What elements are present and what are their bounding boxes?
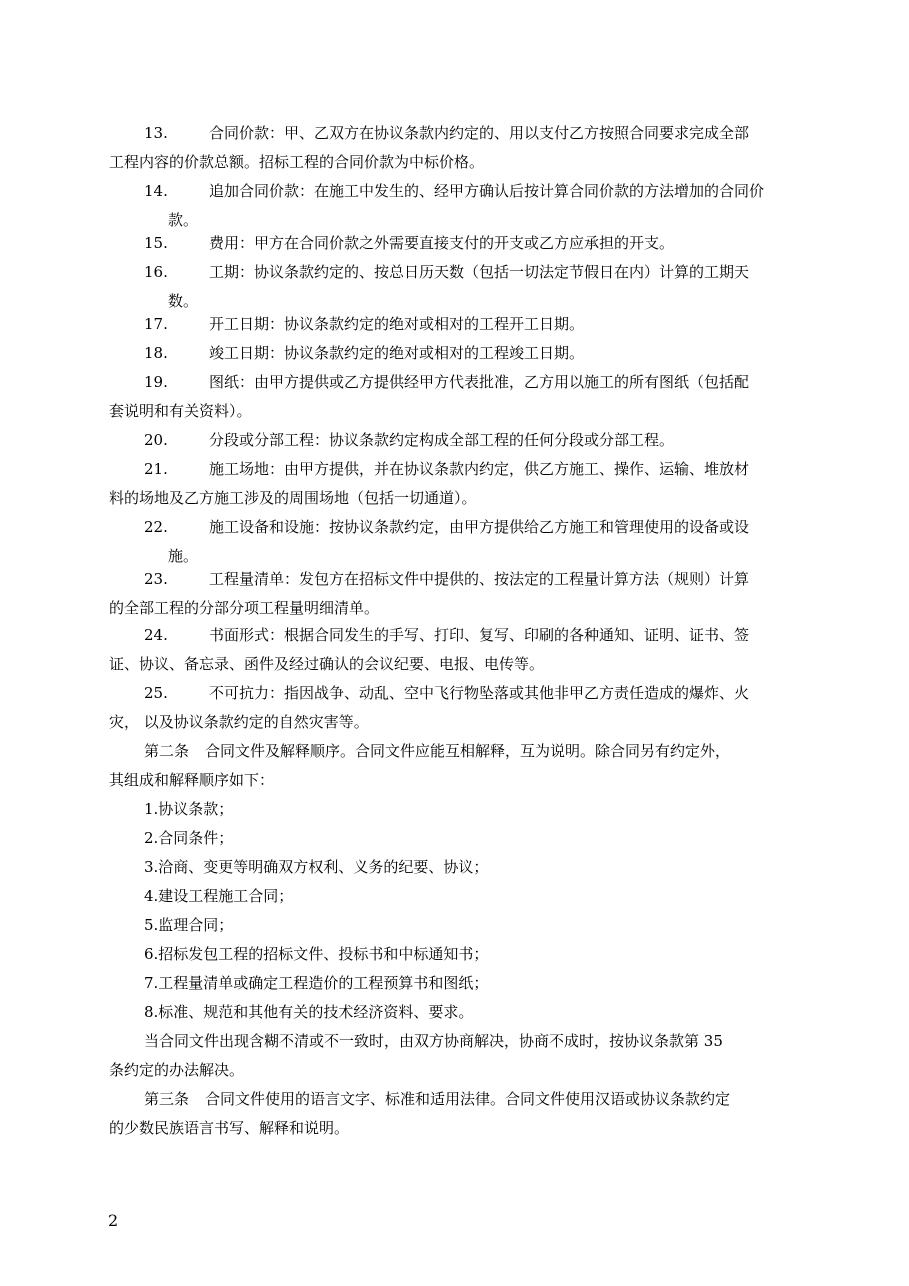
article3-line2: 的少数民族语言书写、解释和说明。 [109, 1119, 350, 1137]
definition-text: 施工场地：由甲方提供，并在协议条款内约定，供乙方施工、操作、运输、堆放材 [209, 460, 750, 478]
definition-continuation: 灾， 以及协议条款约定的自然灾害等。 [109, 713, 369, 731]
definition-text: 合同价款：甲、乙双方在协议条款内约定的、用以支付乙方按照合同要求完成全部 [209, 124, 750, 142]
definition-number: 21. [144, 460, 168, 478]
list-item: 3.洽商、变更等明确双方权利、义务的纪要、协议； [144, 858, 489, 876]
definition-continuation: 证、协议、备忘录、函件及经过确认的会议纪要、电报、电传等。 [109, 655, 545, 673]
definition-number: 20. [144, 431, 168, 449]
definition-text: 书面形式：根据合同发生的手写、打印、复写、印刷的各种通知、证明、证书、签 [209, 626, 750, 644]
definition-number: 15. [144, 234, 168, 252]
definition-text: 不可抗力：指因战争、动乱、空中飞行物坠落或其他非甲乙方责任造成的爆炸、火 [209, 684, 750, 702]
definition-text: 工期：协议条款约定的、按总日历天数（包括一切法定节假日在内）计算的工期天 [209, 263, 750, 281]
article3-text: 合同文件使用的语言文字、标准和适用法律。合同文件使用汉语或协议条款约定 [205, 1090, 731, 1108]
list-item: 5.监理合同； [144, 916, 234, 934]
list-item: 8.标准、规范和其他有关的技术经济资料、要求。 [144, 1003, 474, 1021]
definition-continuation: 数。 [168, 292, 199, 310]
definition-continuation: 工程内容的价款总额。招标工程的合同价款为中标价格。 [109, 153, 485, 171]
definition-number: 14. [144, 182, 168, 200]
article2-label: 第二条 [144, 742, 190, 760]
definition-text: 追加合同价款：在施工中发生的、经甲方确认后按计算合同价款的方法增加的合同价 [209, 182, 765, 200]
list-item: 1.协议条款； [144, 800, 234, 818]
article2-note-line2: 条约定的办法解决。 [109, 1061, 245, 1079]
definition-text: 竣工日期：协议条款约定的绝对或相对的工程竣工日期。 [209, 344, 585, 362]
article3-heading-line [144, 1085, 844, 1114]
definition-continuation: 的全部工程的分部分项工程量明细清单。 [109, 599, 380, 617]
definition-continuation: 套说明和有关资料）。 [109, 402, 252, 420]
definition-number: 13. [144, 124, 168, 142]
list-item: 6.招标发包工程的招标文件、投标书和中标通知书； [144, 945, 489, 963]
article2-note-line1: 当合同文件出现含糊不清或不一致时，由双方协商解决，协商不成时，按协议条款第 35 [144, 1032, 723, 1050]
definition-continuation: 施。 [168, 547, 199, 565]
article2-text: 合同文件及解释顺序。合同文件应能互相解释，互为说明。除合同另有约定外， [205, 742, 731, 760]
article2-heading-line [144, 737, 844, 766]
definition-number: 17. [144, 315, 168, 333]
definition-text: 图纸：由甲方提供或乙方提供经甲方代表批准，乙方用以施工的所有图纸（包括配 [209, 373, 750, 391]
definition-number: 16. [144, 263, 168, 281]
definition-number: 22. [144, 518, 168, 536]
definition-text: 费用：甲方在合同价款之外需要直接支付的开支或乙方应承担的开支。 [209, 234, 675, 252]
definition-text: 开工日期：协议条款约定的绝对或相对的工程开工日期。 [209, 315, 585, 333]
list-item: 4.建设工程施工合同； [144, 887, 294, 905]
article2-line2: 其组成和解释顺序如下： [109, 771, 275, 789]
definition-continuation: 款。 [168, 211, 199, 229]
list-item: 7.工程量清单或确定工程造价的工程预算书和图纸； [144, 974, 489, 992]
definition-continuation: 料的场地及乙方施工涉及的周围场地（包括一切通道）。 [109, 489, 477, 507]
definition-number: 18. [144, 344, 168, 362]
article3-label: 第三条 [144, 1090, 190, 1108]
definition-text: 分段或分部工程：协议条款约定构成全部工程的任何分段或分部工程。 [209, 431, 675, 449]
definition-text: 工程量清单：发包方在招标文件中提供的、按法定的工程量计算方法（规则）计算 [209, 570, 750, 588]
definition-number: 19. [144, 373, 168, 391]
definition-number: 23. [144, 570, 168, 588]
definition-text: 施工设备和设施：按协议条款约定，由甲方提供给乙方施工和管理使用的设备或设 [209, 518, 750, 536]
list-item: 2.合同条件； [144, 829, 234, 847]
page-number: 2 [108, 1211, 119, 1230]
definition-number: 25. [144, 684, 168, 702]
definition-number: 24. [144, 626, 168, 644]
